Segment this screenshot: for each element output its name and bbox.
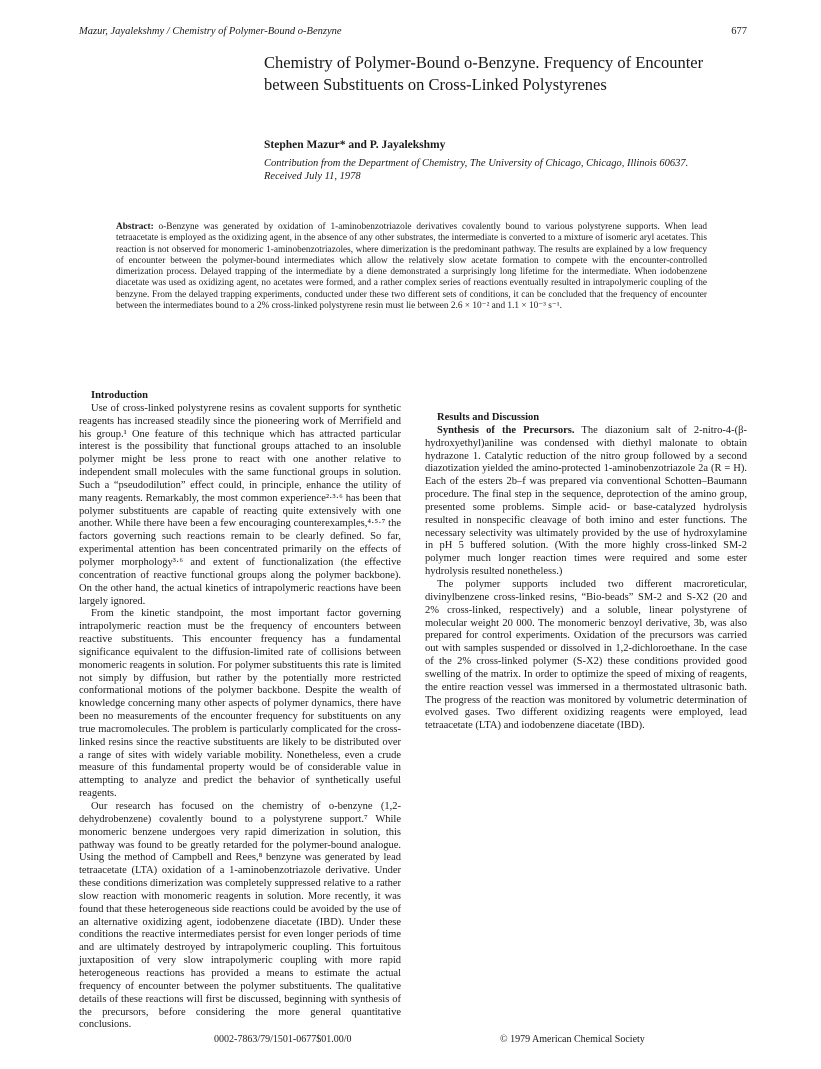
affiliation: Contribution from the Department of Chemistry, The University of Chicago, Chicago, Illinois 60637. Received July 11, 1978 xyxy=(264,158,689,182)
article-title: Chemistry of Polymer-Bound o-Benzyne. Frequency of Encounter between Substituents on Cross-Linked Polystyrenes xyxy=(264,53,704,94)
running-head-separator: / xyxy=(166,26,170,37)
results-paragraph xyxy=(425,425,747,579)
left-column xyxy=(79,390,401,1032)
running-head-journal-title: Chemistry of Polymer-Bound o-Benzyne xyxy=(172,26,342,37)
article-authors: Stephen Mazur* and P. Jayalekshmy xyxy=(264,139,446,151)
intro-paragraph: Use of cross-linked polystyrene resins as covalent supports for synthetic reagents has increased steadily since the pioneering work of Merrifield and his group.¹ One feature of this technique which has attracted particular interest is the possibility that functional groups attached to an insoluble polymer might be less prone to react with one another relative to independent small molecules with the same functional groups in solution. Such a “pseudodilution” effect could, in principle, enhance the utility of many reagents. Remarkably, the most common experience²·³·⁶ has been that polymer substituents are capable of reacting quite extensively with one another. While there have been a few encouraging counterexamples,⁴·⁵·⁷ the factors governing such reactions remain to be clearly defined. So far, experimental attention has been concentrated primarily on the effects of polymer morphology³·⁶ and extent of functionalization (the effective concentration of reactive functional groups along the polymer backbone). On the other hand, the actual kinetics of intrapolymeric reactions have been largely ignored. xyxy=(79,402,401,607)
abstract-text: o-Benzyne was generated by oxidation of 1-aminobenzotriazole derivatives covalently bound to various polystyrene supports. When lead tetraacetate is employed as the oxidizing agent, in the absence of any other substrates, the intermediate is converted to a mixture of isomeric aryl acetates. This reaction is not observed for monomeric 1-aminobenzotriazoles, where dimerization is the predominant pathway. The results are explained by a low frequency of encounter between the polymer-bound intermediates which allow the relatively slow acetate formation to compete with the encounter-controlled dimerization process. Delayed trapping of the intermediate by a diene demonstrated a surprisingly long lifetime for the intermediate. When iodobenzene diacetate was used as oxidizing agent, no acetates were formed, and a rather complex series of reactions eventually resulted in intrapolymeric coupling of the benzyne. From the delayed trapping experiments, conducted under these two different sets of conditions, it can be concluded that the frequency of encounter between the intermediates bound to a 2% cross-linked polystyrene resin must lie between 2.6 × 10⁻² and 1.1 × 10⁻³ s⁻¹. xyxy=(116,222,707,311)
results-subheading: Synthesis of the Precursors. xyxy=(437,424,575,436)
article-code: 0002-7863/79/1501-0677$01.00/0 xyxy=(214,1034,352,1045)
results-paragraph: The polymer supports included two different macroreticular, divinylbenzene cross-linked resins, “Bio-beads” SM-2 and S-X2 (20 and 2% cross-linked, respectively) and a soluble, linear polystyrene of molecular weight 20 000. The monomeric benzoyl derivative, 3b, was also prepared for control experiments. Oxidation of the precursors was carried out with samples suspended or dissolved in 1,2-dichloroethane. In the case of the 2% cross-linked polymer (S-X2) these conditions provided good swelling of the matrix. In order to optimize the speed of mixing of reagents, the entire reaction vessel was immersed in a thermostated ultrasonic bath. The progress of the reaction was monitored by volumetric determination of evolved gases. Two different oxidizing reagents were employed, lead tetraacetate (LTA) and iodobenzene diacetate (IBD). xyxy=(425,578,747,732)
intro-paragraph: From the kinetic standpoint, the most important factor governing intrapolymeric reaction must be the frequency of encounters between reactive substituents. This encounter frequency has a fundamental significance equivalent to the diffusion-limited rate of collisions between monomeric reagents in solution. For polymer substituents this rate is limited not simply by diffusion, but rather by the potentially more restricted conformational motions of the polymer backbone. Despite the wealth of knowledge concerning many other aspects of polymer dynamics, there have been no measurements of the encounter frequency for substituents on any true macromolecules. The problem is particularly complicated for the cross-linked resins since the reactive substituents are likely to be distributed over a range of sites with widely variable mobility. Nonetheless, even a crude measure of this fundamental property would be of considerable value in attempting to analyze and predict the behavior of synthetically useful reagents. xyxy=(79,608,401,800)
abstract-label: Abstract: xyxy=(116,222,154,232)
abstract xyxy=(116,222,707,312)
intro-paragraph: Our research has focused on the chemistry of o-benzyne (1,2-dehydrobenzene) covalently bound to a polystyrene support.⁷ While monomeric benzene undergoes very rapid dimerization in solution, this pathway was found to be greatly retarded for the polymer-bound analogue. Using the method of Campbell and Rees,⁸ benzyne was generated by lead tetraacetate (LTA) oxidation of a 1-aminobenzotriazole derivative. Under these conditions dimerization was completely suppressed relative to a rather slow reaction with monomeric reagents in solution. More recently, it was found that these heterogeneous side reactions could be avoided by the use of an alternative oxidizing agent, iodobenzene diacetate (IBD). Under these conditions the reactive intermediates persist for even longer periods of time and are ultimately destroyed by intrapolymeric coupling. This fortuitous juxtaposition of very slow intrapolymeric coupling with more rapid heterogeneous reactions has provided a means to estimate the actual frequency of encounter between the polymer substituents. The qualitative details of these reactions will first be discussed, beginning with synthesis of the precursors, before considering the more general quantitative conclusions. xyxy=(79,801,401,1031)
page-number: 677 xyxy=(731,26,747,37)
running-head-authors: Mazur, Jayalekshmy xyxy=(79,26,165,37)
introduction-heading: Introduction xyxy=(91,390,148,401)
results-heading: Results and Discussion xyxy=(437,412,540,423)
right-column xyxy=(425,390,747,733)
copyright: © 1979 American Chemical Society xyxy=(500,1034,645,1045)
running-head xyxy=(79,26,747,37)
results-paragraph-text: The diazonium salt of 2-nitro-4-(β-hydroxyethyl)aniline was condensed with diethyl malonate to obtain hydrazone 1. Catalytic reduction of the nitro group followed by a second diazotization yielded the amino-protected 1-aminobenzotriazole 2a (R = H). Each of the esters 2b–f was prepared via conventional Schotten–Baumann procedure. The final step in the sequence, deprotection of the amino group, presented some problems. Simple acid- or base-catalyzed hydrolysis resulted in nonspecific cleavage of both imino and ester functions. The necessary selectivity was ultimately provided by the use of hydroxylamine in pH 5 buffered solution. (With the more highly cross-linked SM-2 polymer much longer reaction times were required and some ester hydrolysis resulted nonetheless.) xyxy=(425,424,747,578)
